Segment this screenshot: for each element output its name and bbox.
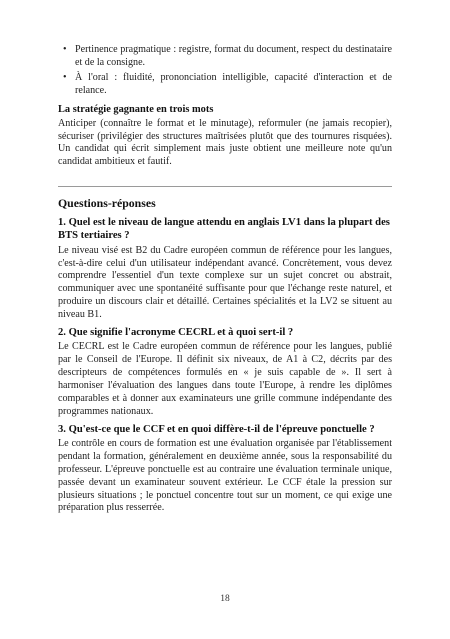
page-number: 18 (220, 594, 230, 604)
qa-item (58, 423, 392, 516)
answer-paragraph: Le contrôle en cours de formation est une évaluation organisée par l'établissement pendant la formation, généralement en deuxième année, sous la responsabilité du professeur. L'épreuve ponctuelle est au contraire une évaluation terminale unique, passée devant un examinateur souvent extérieur. Le CCF étale la pression sur plusieurs situations ; le ponctuel concentre tout sur un moment, ce qui exige une préparation plus resserrée. (58, 437, 392, 514)
section-divider (58, 186, 392, 187)
criteria-list (58, 44, 392, 98)
strategy-heading: La stratégie gagnante en trois mots (58, 103, 214, 115)
page-content (58, 44, 392, 519)
list-item: • À l'oral : fluidité, prononciation intelligible, capacité d'interaction et de relance. (63, 71, 392, 96)
question-heading: 1. Quel est le niveau de langue attendu en anglais LV1 dans la plupart des BTS tertiaires ? (58, 217, 390, 242)
answer-paragraph: Le niveau visé est B2 du Cadre européen commun de référence pour les langues, c'est-à-dire celui d'un utilisateur indépendant avancé. Concrètement, vous devez comprendre l'essentiel d'un texte complexe sur un sujet concret ou abstrait, communiquer avec une spontanéité suffisante pour que l'échange reste naturel, et produire un discours clair et détaillé. Certaines spécialités et la LV2 se situent au niveau B1. (58, 244, 392, 321)
question-heading: 2. Que signifie l'acronyme CECRL et à quoi sert-il ? (58, 327, 294, 339)
qa-item (58, 326, 392, 419)
qa-section-title: Questions-réponses (58, 196, 156, 211)
bullet-icon: • (63, 44, 67, 55)
list-item: • Pertinence pragmatique : registre, format du document, respect du destinataire et de la consigne. (63, 44, 392, 68)
bullet-icon: • (63, 71, 67, 83)
question-heading: 3. Qu'est-ce que le CCF et en quoi diffère-t-il de l'épreuve ponctuelle ? (58, 423, 375, 435)
qa-item (58, 216, 392, 322)
strategy-paragraph: Anticiper (connaître le format et le minutage), reformuler (ne jamais recopier), sécuriser (privilégier des structures maîtrisées plutôt que des tournures risquées). Un candidat qui écrit simplement mais juste obtient une meilleure note qu'un candidat ambitieux et fautif. (58, 117, 392, 168)
answer-paragraph: Le CECRL est le Cadre européen commun de référence pour les langues, publié par le Conseil de l'Europe. Il définit six niveaux, de A1 à C2, décrits par des descripteurs de compétences formulés en « je suis capable de ». Il sert à harmoniser l'évaluation des langues dans toute l'Europe, à rendre les diplômes comparables et à donner aux examinateurs une grille commune indépendante des programmes nationaux. (58, 341, 392, 417)
